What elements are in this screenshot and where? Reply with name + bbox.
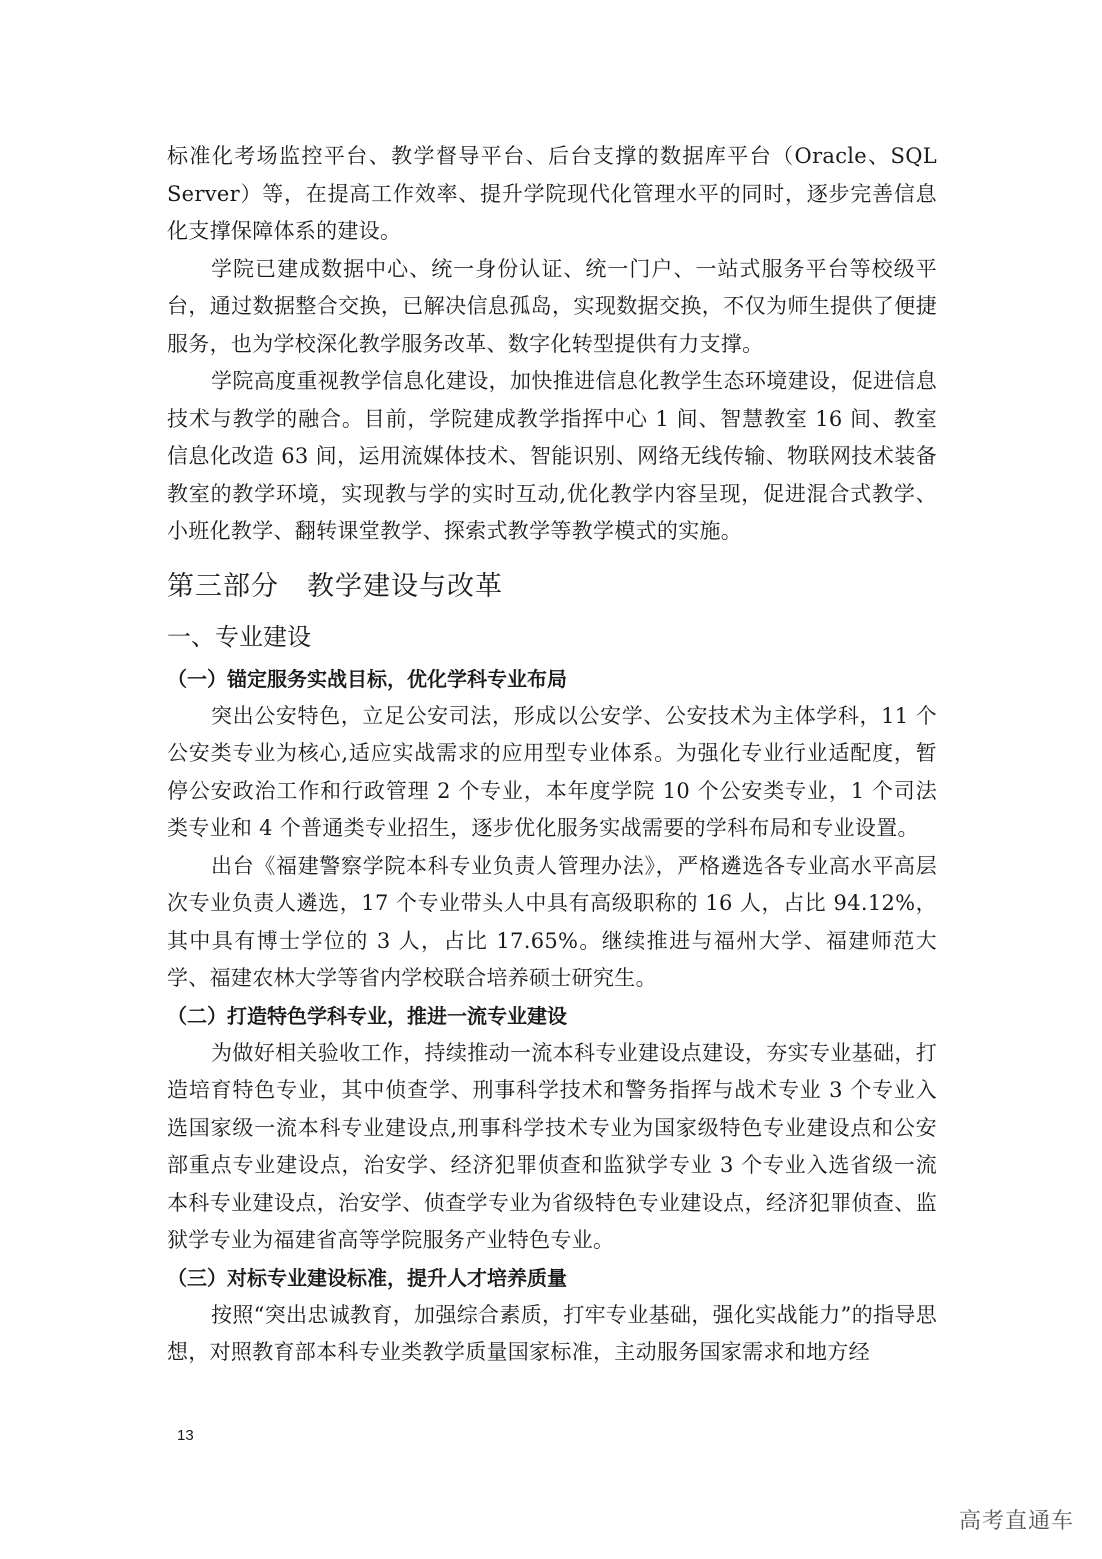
subsection-title: （三）对标专业建设标准，提升人才培养质量 — [167, 1265, 567, 1290]
page-number: 13 — [177, 1427, 194, 1444]
paragraph: 学院高度重视教学信息化建设，加快推进信息化教学生态环境建设，促进信息技术与教学的融合。目前，学院建成教学指挥中心 1 间、智慧教室 16 间、教室信息化改造 63 间，运用流媒体技术、智能识别、网络无线传输、物联网技术装备教室的教学环境，实现教与学的实时互动,优化教学内容呈现，促进混合式教学、小班化教学、翻转课堂教学、探索式教学等教学模式的实施。 — [167, 369, 937, 543]
paragraph: 突出公安特色，立足公安司法，形成以公安学、公安技术为主体学科，11 个公安类专业为核心,适应实战需求的应用型专业体系。为强化专业行业适配度，暂停公安政治工作和行政管理 2 个专业，本年度学院 10 个公安类专业，1 个司法类专业和 4 个普通类专业招生，逐步优化服务实战需要的学科布局和专业设置。 — [167, 703, 937, 840]
paragraph: 按照“突出忠诚教育，加强综合素质，打牢专业基础，强化实战能力”的指导思想，对照教育部本科专业类教学质量国家标准，主动服务国家需求和地方经 — [167, 1302, 937, 1364]
section-title: 一、专业建设 — [167, 622, 311, 651]
document-body — [167, 138, 937, 1372]
subsection-title: （一）锚定服务实战目标，优化学科专业布局 — [167, 666, 567, 691]
part-title: 第三部分 教学建设与改革 — [167, 570, 503, 602]
paragraph: 学院已建成数据中心、统一身份认证、统一门户、一站式服务平台等校级平台，通过数据整合交换，已解决信息孤岛，实现数据交换，不仅为师生提供了便捷服务，也为学校深化教学服务改革、数字化转型提供有力支撑。 — [167, 256, 937, 356]
paragraph: 标准化考场监控平台、教学督导平台、后台支撑的数据库平台（Oracle、SQL Server）等，在提高工作效率、提升学院现代化管理水平的同时，逐步完善信息化支撑保障体系的建设。 — [167, 144, 937, 243]
subsection-title: （二）打造特色学科专业，推进一流专业建设 — [167, 1003, 567, 1028]
watermark: 高考直通车 — [958, 1509, 1074, 1534]
paragraph: 出台《福建警察学院本科专业负责人管理办法》，严格遴选各专业高水平高层次专业负责人遴选，17 个专业带头人中具有高级职称的 16 人，占比 94.12%，其中具有博士学位的 3 人，占比 17.65%。继续推进与福州大学、福建师范大学、福建农林大学等省内学校联合培养硕士研究生。 — [167, 853, 937, 990]
paragraph: 为做好相关验收工作，持续推动一流本科专业建设点建设，夯实专业基础，打造培育特色专业，其中侦查学、刑事科学技术和警务指挥与战术专业 3 个专业入选国家级一流本科专业建设点,刑事科学技术专业为国家级特色专业建设点和公安部重点专业建设点，治安学、经济犯罪侦查和监狱学专业 3 个专业入选省级一流本科专业建设点，治安学、侦查学专业为省级特色专业建设点，经济犯罪侦查、监狱学专业为福建省高等学院服务产业特色专业。 — [167, 1040, 937, 1252]
